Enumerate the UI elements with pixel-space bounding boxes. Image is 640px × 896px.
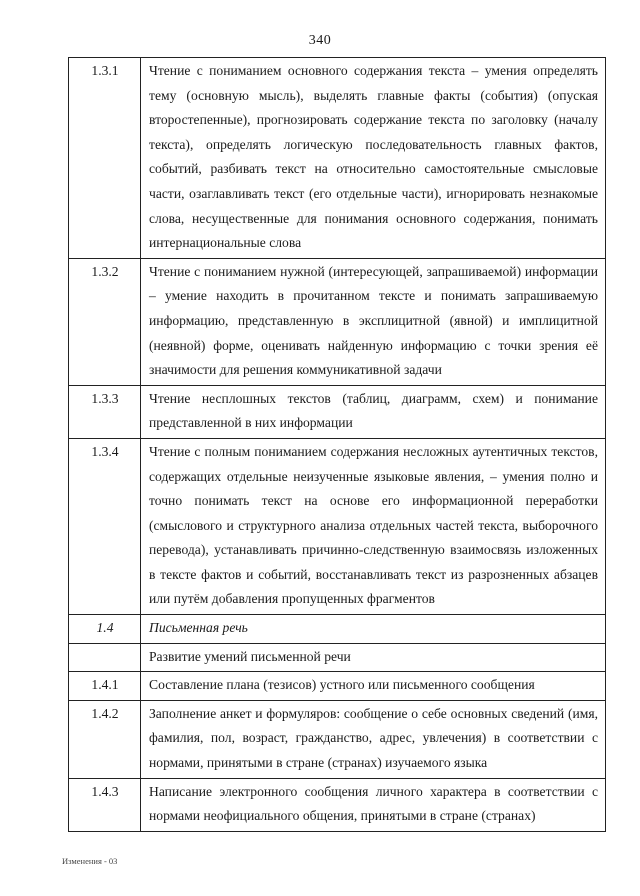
section-code: 1.4.3: [69, 778, 141, 831]
section-code: 1.4: [69, 615, 141, 644]
section-description: Составление плана (тезисов) устного или письменного сообщения: [141, 672, 606, 701]
section-code: 1.4.2: [69, 700, 141, 778]
section-description: Развитие умений письменной речи: [141, 643, 606, 672]
section-code: 1.3.3: [69, 385, 141, 438]
table-row: [69, 385, 606, 438]
section-description: Чтение с пониманием нужной (интересующей, запрашиваемой) информации – умение находить в прочитанном тексте и понимать запрашиваемую информацию, представленную в эксплицитной (явной) и имплицитной (неявной) форме, оценивать найденную информацию с точки зрения её значимости для решения коммуникативной задачи: [141, 258, 606, 385]
section-description: Чтение с полным пониманием содержания несложных аутентичных текстов, содержащих отдельные неизученные языковые явления, – умения полно и точно понимать текст на основе его информационной переработки (смыслового и структурного анализа отдельных частей текста, выборочного перевода), устанавливать причинно-следственную взаимосвязь изложенных в тексте фактов и событий, восстанавливать текст из разрозненных абзацев или путём добавления пропущенных фрагментов: [141, 438, 606, 614]
table-row: [69, 258, 606, 385]
table-row: [69, 615, 606, 644]
section-description: Написание электронного сообщения личного характера в соответствии с нормами неофициального общения, принятыми в стране (странах): [141, 778, 606, 831]
section-code: [69, 643, 141, 672]
section-code: 1.4.1: [69, 672, 141, 701]
section-code: 1.3.2: [69, 258, 141, 385]
table-row: [69, 438, 606, 614]
section-heading: Письменная речь: [141, 615, 606, 644]
table-row: [69, 672, 606, 701]
section-code: 1.3.1: [69, 58, 141, 259]
footer-revision-note: Изменения - 03: [62, 856, 118, 866]
table-row: [69, 643, 606, 672]
section-description: Чтение несплошных текстов (таблиц, диаграмм, схем) и понимание представленной в них информации: [141, 385, 606, 438]
curriculum-table: [68, 57, 606, 832]
section-description: Заполнение анкет и формуляров: сообщение о себе основных сведений (имя, фамилия, пол, возраст, гражданство, адрес, увлечения) в соответствии с нормами, принятыми в стране (странах) изучаемого языка: [141, 700, 606, 778]
table-row: [69, 58, 606, 259]
section-code: 1.3.4: [69, 438, 141, 614]
table-row: [69, 778, 606, 831]
table-row: [69, 700, 606, 778]
page-number: 340: [308, 33, 332, 48]
section-description: Чтение с пониманием основного содержания текста – умения определять тему (основную мысль), выделять главные факты (события) (опуская второстепенные), прогнозировать содержание текста по заголовку (началу текста), определять логическую последовательность главных фактов, событий, разбивать текст на относительно самостоятельные смысловые части, озаглавливать текст (его отдельные части), игнорировать незнакомые слова, несущественные для понимания основного содержания, понимать интернациональные слова: [141, 58, 606, 259]
